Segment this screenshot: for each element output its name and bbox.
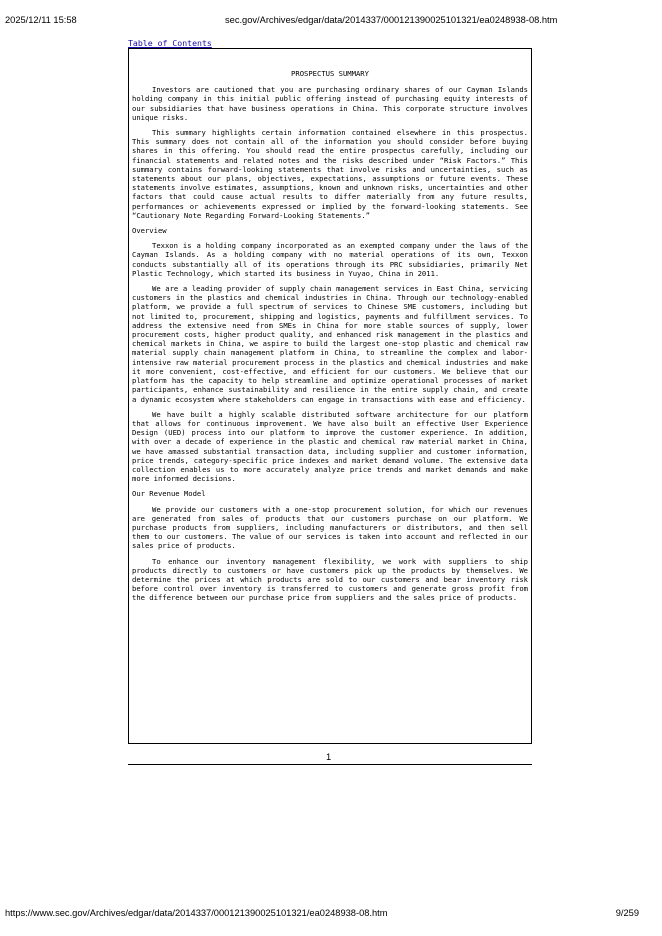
prospectus-summary-frame xyxy=(128,48,532,744)
section-heading-overview: Overview xyxy=(132,226,167,236)
table-of-contents-link[interactable]: Table of Contents xyxy=(128,38,212,48)
print-header-url: sec.gov/Archives/edgar/data/2014337/000121390025101321/ea0248938-08.htm xyxy=(225,15,558,25)
page-title: PROSPECTUS SUMMARY xyxy=(291,69,369,78)
page-number: 1 xyxy=(326,752,332,762)
print-page-counter: 9/259 xyxy=(615,908,639,918)
revenue-model-paragraph: We provide our customers with a one-stop procurement solution, for which our revenues are generated from sales of products that our customers purchase on our platform. We purchase products from suppliers, including manufacturers or distributors, and then sell them to our customers. The value of our services is taken into account and reflected in our sales price of products. xyxy=(132,504,528,551)
print-timestamp: 2025/12/11 15:58 xyxy=(5,15,77,25)
revenue-model-paragraph: To enhance our inventory management flexibility, we work with suppliers to ship products directly to customers or have customers pick up the products by themselves. We determine the prices at which products are sold to our customers and bear inventory risk before control over inventory is transferred to customers and generate gross profit from the difference between our purchase price from suppliers and the sales price of products. xyxy=(132,556,528,603)
intro-paragraph: Investors are cautioned that you are purchasing ordinary shares of our Cayman Islands holding company in this initial public offering instead of purchasing equity interests of our subsidiaries that have business operations in China. This corporate structure involves unique risks. xyxy=(132,85,528,122)
print-footer-url: https://www.sec.gov/Archives/edgar/data/2014337/000121390025101321/ea0248938-08.htm xyxy=(5,908,388,918)
page-divider xyxy=(128,764,532,765)
section-heading-revenue-model: Our Revenue Model xyxy=(132,489,206,499)
intro-paragraph: This summary highlights certain information contained elsewhere in this prospectus. This summary does not contain all of the information you should consider before buying shares in this offering. You should read the entire prospectus carefully, including our financial statements and related notes and the risks described under “Risk Factors.” This summary contains forward-looking statements that involve risks and uncertainties, such as statements about our plans, objectives, expectations, assumptions or future events. These statements involve estimates, assumptions, known and unknown risks, uncertainties and other factors that could cause actual results to differ materially from any future results, performances or achievements expressed or implied by the forward-looking statements. See “Cautionary Note Regarding Forward-Looking Statements.” xyxy=(132,128,528,220)
overview-paragraph: Texxon is a holding company incorporated as an exempted company under the laws of the Cayman Islands. As a holding company with no material operations of its own, Texxon conducts substantially all of its operations through its PRC subsidiaries, primarily Net Plastic Technology, which started its business in Yuyao, China in 2011. xyxy=(132,241,528,278)
overview-paragraph: We have built a highly scalable distributed software architecture for our platform that allows for continuous improvement. We have also built an effective User Experience Design (UED) process into our platform to improve the customer experience. In addition, with over a decade of experience in the plastic and chemical raw material market in China, we have amassed substantial transaction data, including supplier and customer information, price trends, category-specific price indexes and market demand volume. The extensive data collection enables us to more accurately analyze price trends and market demands and make more informed decisions. xyxy=(132,409,528,484)
overview-paragraph: We are a leading provider of supply chain management services in East China, servicing customers in the plastics and chemical industries in China. Through our technology-enabled platform, we provide a full spectrum of services to Chinese SME customers, including but not limited to, procurement, shipping and logistics, payments and fulfillment services. To address the extensive need from SMEs in China for more stable sources of supply, lower procurement costs, higher product quality, and enhanced risk management in the plastics and chemical markets in China, we aspire to build the largest one-stop plastic and chemical raw material supply chain management platform in China, to streamline the complex and labor-intensive raw material procurement process in the plastics and chemical industries and make it more convenient, cost-effective, and efficient for our customers. We believe that our platform has the capacity to help streamline and optimize operational processes of market participants, enhance sustainability and resilience in the entire supply chain, and create a dynamic ecosystem where stakeholders can engage in transactions with ease and efficiency. xyxy=(132,284,528,404)
